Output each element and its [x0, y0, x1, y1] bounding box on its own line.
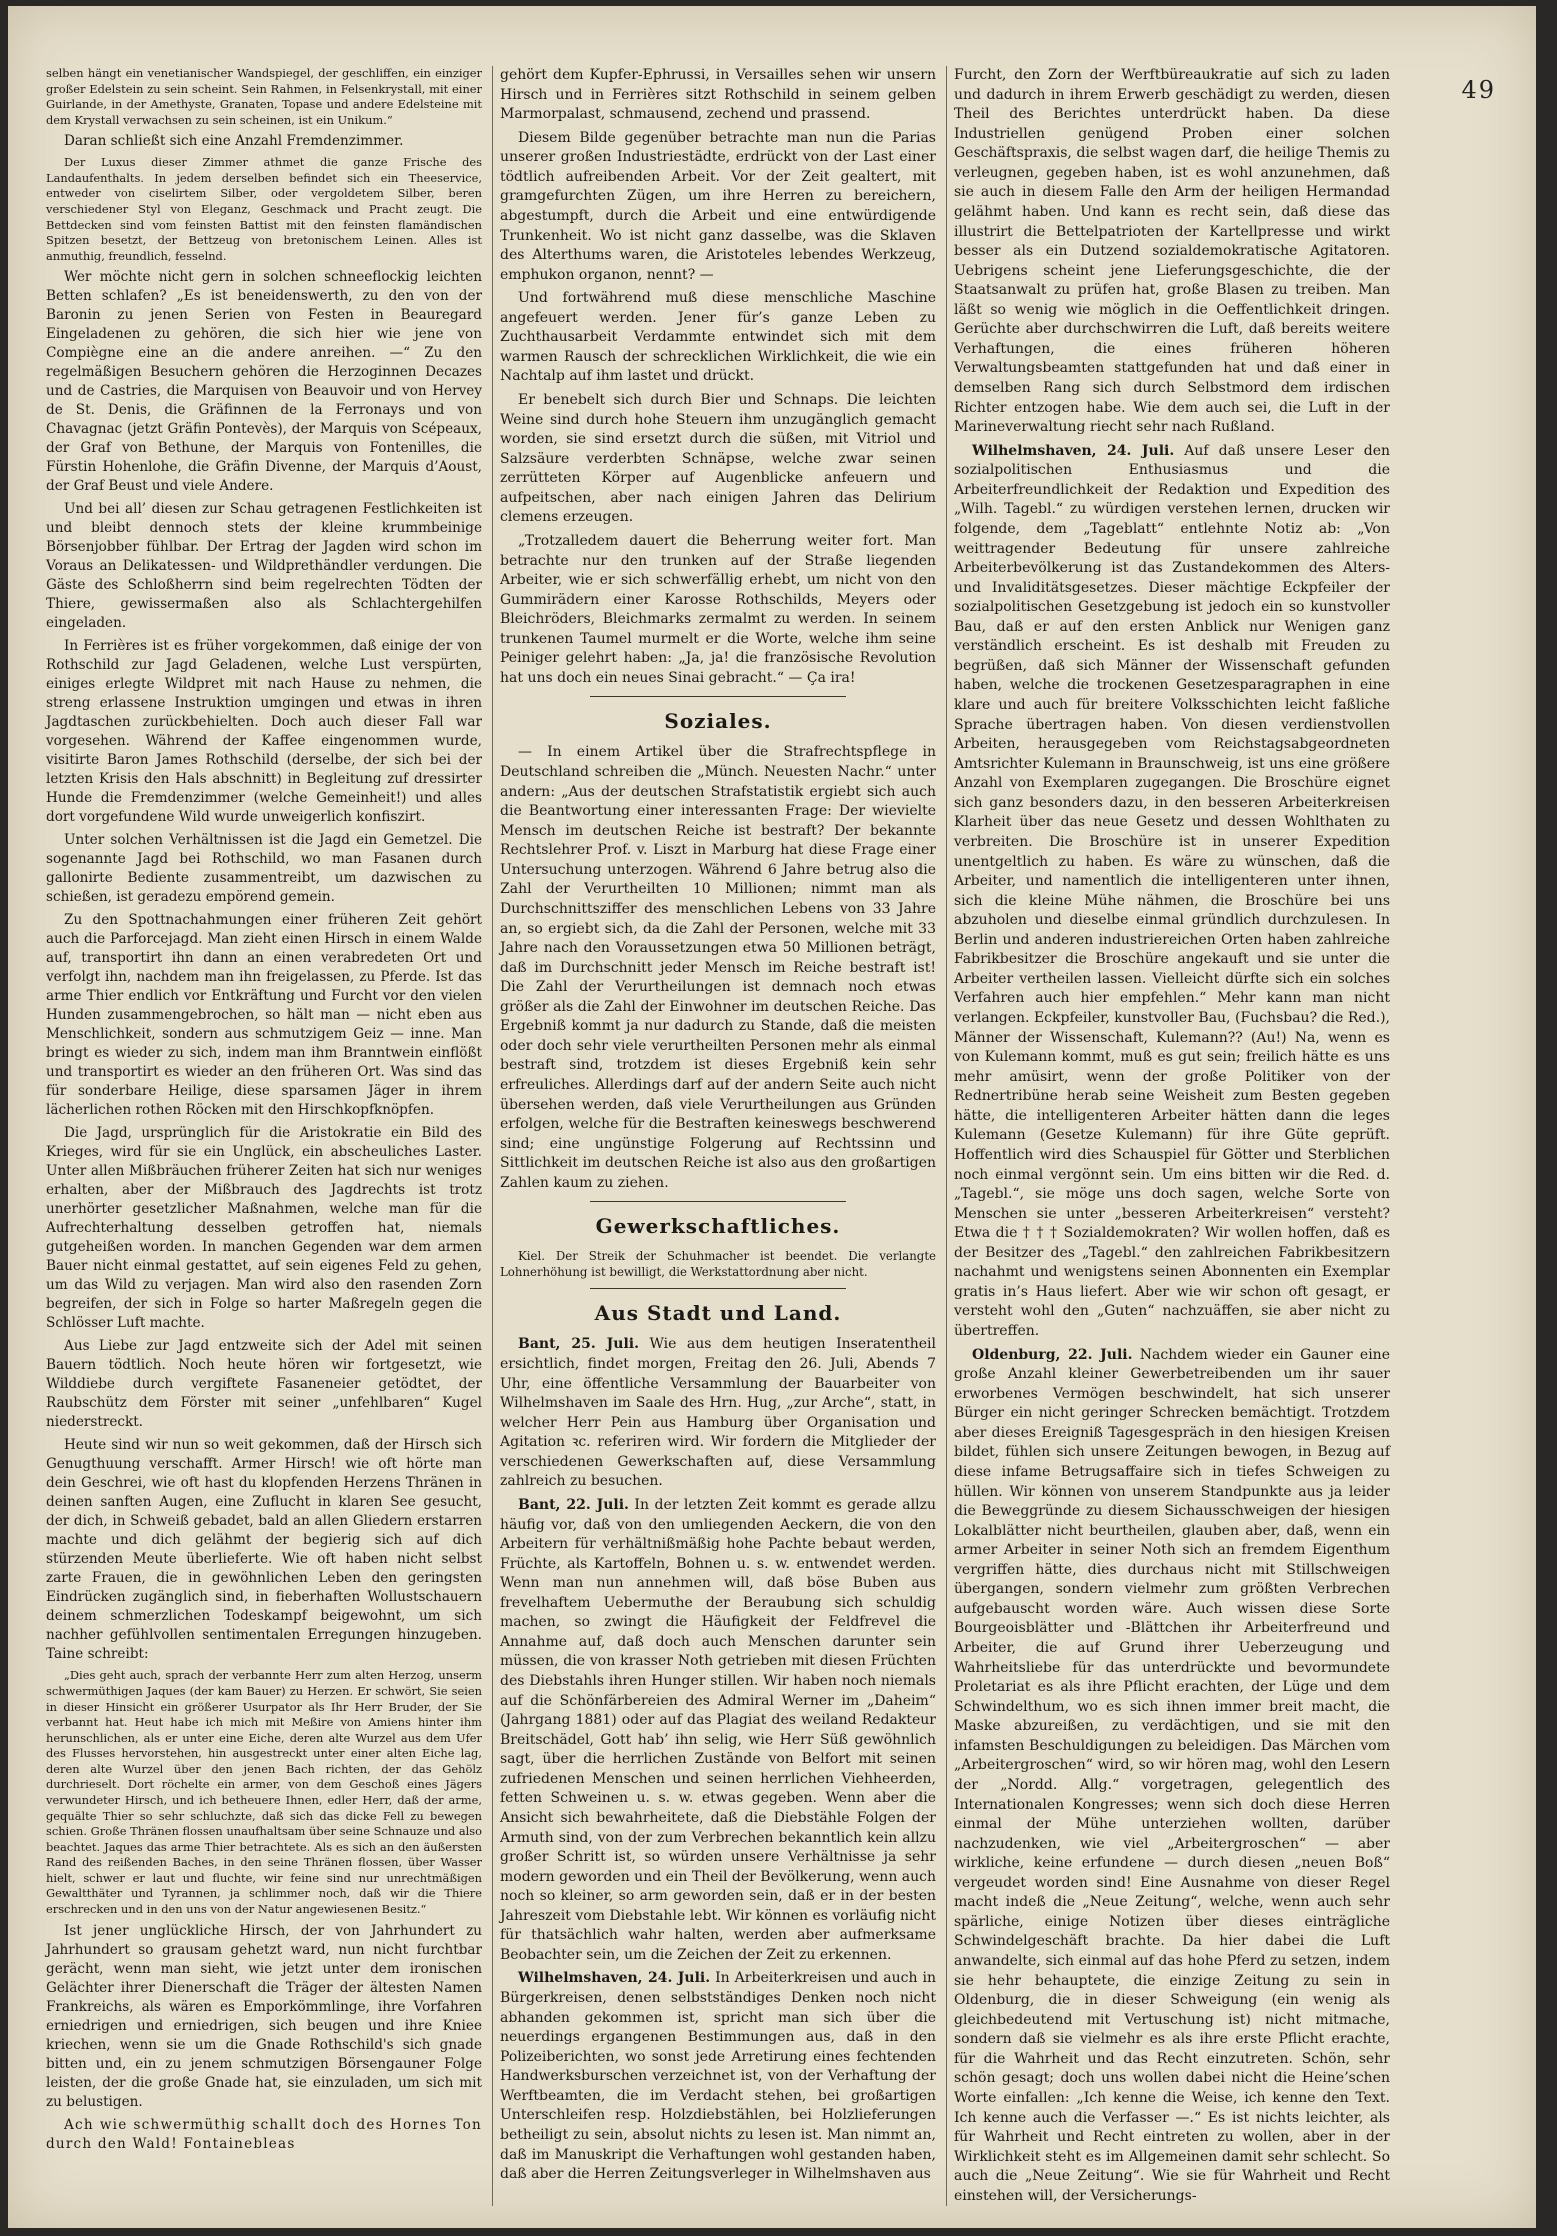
dateline: Bant, 25. Juli.	[518, 1336, 639, 1353]
column-right	[954, 66, 1390, 2210]
news-text: Auf daß unsere Leser den sozialpolitischen Enthusiasmus und die Arbeiterfreundlichkeit der Redaktion und Expedition des „Wilh. Tagebl.“ zu würdigen verstehen lernen, drucken wir folgende, dem „Tageblatt“ entlehnte Notiz ab: „Von weittragender Bedeutung für unsere zahlreiche Arbeiterbevölkerung ist das Zustandekommen des Alters- und Invaliditätsgesetzes. Dieser mächtige Eckpfeiler der sozialpolitischen Gesetzgebung ist jedoch ein so kunstvoller Bau, daß er auf den ersten Anblick nur Wenigen ganz verständlich erscheint. Es ist deshalb mit Freuden zu begrüßen, daß sich Männer der Wissenschaft gefunden haben, welche die trockenen Gesetzesparagraphen in eine klare und auch für breitere Volksschichten leicht faßliche Sprache übertragen haben. Von diesen verdienstvollen Arbeiten, herausgegeben vom Reichstagsabgeordneten Amtsrichter Kulemann in Braunschweig, ist uns eine größere Anzahl von Exemplaren zugegangen. Die Broschüre eignet sich ganz besonders dazu, in den besseren Arbeiterkreisen Klarheit über das neue Gesetz und dessen Wohlthaten zu verbreiten. Die Broschüre ist in unserer Expedition unentgeltlich zu haben. Es wäre zu wünschen, daß die Arbeiter, und namentlich die intelligenteren unter ihnen, sich die kleine Mühe nähmen, die Broschüre bei uns abzuholen und dieselbe einmal gründlich durchzulesen. In Berlin und anderen industriereichen Orten haben zahlreiche Fabrikbesitzer die Broschüre angekauft und sie unter die Arbeiter vertheilen lassen. Vielleicht dürfte sich ein solches Verfahren auch hier empfehlen.“ Mehr kann man nicht verlangen. Eckpfeiler, kunstvoller Bau, (Fuchsbau? die Red.), Männer der Wissenschaft, Kulemann?? (Au!) Na, wenn es von Kulemann kommt, muß es gut sein; freilich hätte es uns mehr amüsirt, wenn der große Politiker von der Rednertribüne herab seine Weisheit zum Besten gegeben hätte, die intelligenteren Arbeiter hätten dann die leges Kulemann (Gesetze Kulemann) für ihre Güte geprüft. Hoffentlich wird dies Schauspiel für Götter und Sterblichen noch einmal vergönnt sein. Um eins bitten wir die Red. d. „Tagebl.“, sie möge uns doch sagen, welche Sorte von Menschen sie unter „besseren Arbeiterkreisen“ versteht? Etwa die † † † Sozialdemokraten? Wir wollen hoffen, daß es der Besitzer des „Tagebl.“ den zahlreichen Fabrikbesitzern nachahmt und wenigstens seinen Abonnenten ein Exemplar gratis in’s Haus liefert. Aber wie wir schon oft gesagt, er versteht wohl den „Guten“ nachzuäffen, sie aber nicht zu übertreffen.	[954, 442, 1390, 1339]
quotation: „Dies geht auch, sprach der verbannte Herr zum alten Herzog, unserm schwermüthigen Jaques (der kam Bauer) zu Herzen. Er schwört, Sie seien in dieser Hinsicht ein größerer Usurpator als Ihr Herr Bruder, der Sie verbannt hat. Heut habe ich mich mit Meßire von Amiens hinter ihm herunschlichen, als er unter eine Eiche, deren alte Wurzel aus dem Ufer des Flusses hervorstehen, hin ausgestreckt unter einer alten Eiche lag, deren alte Wurzel über den jenen Bach richten, der das Gehölz durchrieselt. Dort röchelte ein armer, von dem Geschoß eines Jägers verwundeter Hirsch, und ich betheuere Ihnen, edler Herr, daß der arme, gequälte Thier so sehr schluchzte, daß sich das dicke Fell zu bewegen schien. Große Thränen flossen unaufhaltsam über seine Schnauze und also beachtet. Jaques das arme Thier betrachtete. Als es sich an den äußersten Rand des reißenden Baches, in den seine Thränen flossen, über Wasser hielt, schwer er laut und fluchte, wir feine sind nur unrechtmäßigen Gewaltthäter und Tyrannen, ja schlimmer noch, daß wir die Thiere erschrecken und in den uns von der Natur angewiesenen Besitz.“	[46, 1668, 482, 1917]
news-item	[500, 1969, 936, 2184]
paragraph: — In einem Artikel über die Strafrechtspflege in Deutschland schreiben die „Münch. Neuesten Nachr.“ unter andern: „Aus der deutschen Strafstatistik ergiebt sich auch die Beantwortung einer interessanten Frage: Der wievielte Mensch im deutschen Reiche ist bestraft? Der bekannte Rechtslehrer Prof. v. Liszt in Marburg hat diese Frage einer Untersuchung unterzogen. Während 6 Jahre betrug also die Zahl der Verurtheilten 10 Millionen; nimmt man als Durchschnittsziffer des menschlichen Lebens von 33 Jahre an, so ergiebt sich, da die Zahl der Personen, welche mit 33 Jahre nach den Voraussetzungen etwa 50 Millionen beträgt, daß im Durchschnitt jeder Mensch im Reiche bestraft ist! Die Zahl der Verurtheilungen ist demnach noch etwas größer als die Zahl der Einwohner im deutschen Reiche. Das Ergebniß kommt ja nur dadurch zu Stande, daß die meisten oder doch sehr viele verurtheilten Personen mehr als einmal bestraft sind, trotzdem ist dieses Ergebniß kein sehr erfreuliches. Allerdings darf auf der andern Seite auch nicht übersehen werden, daß viele Verurtheilungen aus Gründen erfolgen, welche für die Bestraften keineswegs beschwerend sind; eine ungünstige Folgerung auf Rechtssinn und Sittlichkeit im deutschen Reiche ist also aus den großartigen Zahlen kaum zu ziehen.	[500, 744, 936, 1191]
paragraph: In Ferrières ist es früher vorgekommen, daß einige der von Rothschild zur Jagd Geladenen, welche Lust verspürten, einiges erlegte Wildpret mit nach Hause zu nehmen, die streng erlassene Instruktion umgingen und etwas in ihren Jagdtaschen zurückbehielten. Doch auch dieser Fall war vorgesehen. Während der Kaffee eingenommen wurde, visitirte Baron James Rothschild (derselbe, der sich bei der letzten Krisis den Hals abschnitt) in Begleitung zuf dressirter Hunde die Fremdenzimmer (welche Gemeinheit!) und alles dort vorgefundene Wild wurde unweigerlich konfiszirt.	[46, 638, 482, 826]
section-heading-gewerkschaftliches: Gewerkschaftliches.	[595, 1214, 841, 1239]
news-text: In Arbeiterkreisen und auch in Bürgerkreisen, denen selbstständiges Denken noch nicht abhanden gekommen ist, spricht man sich über die neuerdings ergangenen Bestimmungen aus, daß in den Polizeiberichten, wo sonst jede Arretirung eines fechtenden Handwerksburschen verzeichnet ist, von der Verhaftung der Werftbeamten, die im Verdacht stehen, bei großartigen Unterschleifen resp. Holzdiebstählen, bei Holzlieferungen betheiligt zu sein, absolut nichts zu lesen ist. Man nimmt an, daß im Manuskript die Verhaftungen wohl gestanden haben, daß aber die Herren Zeitungsverleger in Wilhelmshaven aus	[500, 1970, 936, 2183]
page-number: 49	[1461, 76, 1496, 104]
dateline: Bant, 22. Juli.	[518, 1496, 629, 1513]
section-heading-soziales: Soziales.	[664, 709, 772, 734]
paragraph: Zu den Spottnachahmungen einer früheren Zeit gehört auch die Parforcejagd. Man zieht einen Hirsch in einem Walde auf, transportirt ihn dann an einen verabredeten Ort und verfolgt ihn, nachdem man ihn freigelassen, zu Pferde. Ist das arme Thier endlich vor Entkräftung und Furcht vor den vielen Hunden zusammengebrochen, so hält man — nicht eben aus Menschlichkeit, sondern aus schmutzigem Geiz — inne. Man bringt es wieder zu sich, indem man ihm Branntwein einflößt und transportirt es wieder an den früheren Ort. Was sind das für sonderbare Heilige, diese sparsamen Jäger in ihrem lächerlichen rothen Röcken mit den Hirschkopfknöpfen.	[46, 912, 482, 1119]
news-item	[954, 1346, 1390, 2207]
column-left	[46, 66, 482, 2158]
paragraph: selben hängt ein venetianischer Wandspiegel, der geschliffen, ein einziger großer Edelstein zu sein scheint. Sein Rahmen, in Felsenkrystall, mit einer Guirlande, in der Amethyste, Granaten, Topase und andere Edelsteine mit dem Krystall verwachsen zu sein scheinen, ist ein Unikum.“	[46, 66, 482, 127]
paragraph: Aus Liebe zur Jagd entzweite sich der Adel mit seinen Bauern tödtlich. Noch heute hören wir fortgesetzt, wie Wilddiebe durch vergiftete Fasaneneier getödtet, der Raubschütz dem Förster mit seiner „unfehlbaren“ Kugel niederstreckt.	[46, 1338, 482, 1431]
column-rule	[492, 66, 493, 2206]
section-heading-aus-stadt-und-land: Aus Stadt und Land.	[594, 1301, 842, 1326]
news-item	[500, 1496, 936, 1966]
paragraph: Und bei all’ diesen zur Schau getragenen Festlichkeiten ist und bleibt dennoch stets der kleine krummbeinige Börsenjobber fühlbar. Der Ertrag der Jagden wird schon im Voraus an Delikatessen- und Wildprethändler verdungen. Die Gäste des Schloßherrn sind beim regelrechten Tödten der Thiere, gewissermaßen also als Schlachtergehilfen eingeladen.	[46, 501, 482, 632]
news-text: In der letzten Zeit kommt es gerade allzu häufig vor, daß von den umliegenden Aeckern, die von den Arbeitern für verhältnißmäßig hohe Pachte bebaut werden, Früchte, als Kartoffeln, Bohnen u. s. w. entwendet werden. Wenn man nun annehmen will, daß böse Buben aus frevelhaftem Uebermuthe der Beraubung sich schuldig machen, so zwingt die Häufigkeit der Feldfrevel die Annahme auf, daß doch auch Menschen darunter sein müssen, die von krasser Noth getrieben mit diesen Früchten des Diebstahls ihren Hunger stillen. Wir haben noch niemals auf die Schönfärbereien des Admiral Werner im „Daheim“ (Jahrgang 1881) oder auf das Plagiat des weiland Redakteur Breitschädel, Gott hab’ ihn selig, wie Herr Süß gewöhnlich sagt, über die herrlichen Zustände von Belfort mit seinen zufriedenen Menschen und seinen herrlichen Viehheerden, fetten Schweinen u. s. w. etwas gegeben. Wenn aber die Ansicht sich bewahrheitete, daß die Diebstähle Folgen der Armuth sind, von der zum Verbrechen bekanntlich kein allzu großer Schritt ist, so würden unsere Verhältnisse ja sehr modern geworden und ein Theil der Bevölkerung, wenn auch noch so kleiner, so arm geworden sein, daß er in der besten Jahreszeit vom Diebstahle lebt. Wir können es vorläufig nicht für thatsächlich wahr halten, werden aber aufmerksame Beobachter sein, um die Zeichen der Zeit zu erkennen.	[500, 1496, 937, 1963]
paragraph: gehört dem Kupfer-Ephrussi, in Versailles sehen wir unsern Hirsch und in Ferrières sitzt Rothschild in seinem gelben Marmorpalast, schmausend, zechend und prassend.	[500, 67, 936, 123]
paragraph: Kiel. Der Streik der Schuhmacher ist beendet. Die verlangte Lohnerhöhung ist bewilligt, die Werkstattordnung aber nicht.	[500, 1249, 936, 1280]
dateline: Wilhelmshaven, 24. Juli.	[972, 442, 1175, 459]
news-text: Wie aus dem heutigen Inseratentheil ersichtlich, findet morgen, Freitag den 26. Juli, Abends 7 Uhr, eine öffentliche Versammlung der Bauarbeiter von Wilhelmshaven im Saale des Hrn. Hug, „zur Arche“, statt, in welcher Herr Pein aus Hamburg über Organisation und Agitation ꝛc. referiren wird. Wir fordern die Mitglieder der verschiedenen Gewerkschaften auf, diese Versammlung zahlreich zu besuchen.	[500, 1336, 937, 1490]
column-middle	[500, 66, 936, 2189]
section-divider	[590, 1288, 846, 1289]
paragraph: Furcht, den Zorn der Werftbüreaukratie auf sich zu laden und dadurch in ihrem Erwerb geschädigt zu werden, diesen Theil des Berichtes unterdrückt haben. Da diese Industriellen genügend Proben einer solchen Geschäftspraxis, die selbst wagen darf, die heilige Themis zu verleugnen, gegeben haben, ist es wohl anzunehmen, daß sie auch in diesem Falle den Arm der heiligen Hermandad gelähmt haben. Und kann es recht sein, daß diese das illustrirt die Bettelpatrioten der Kartellpresse und wirkt besser als ein Dutzend sozialdemokratische Agitatoren. Uebrigens scheint jene Lieferungsgeschichte, die der Staatsanwalt zu prüfen hat, große Blasen zu treiben. Man läßt so wenig wie möglich in die Oeffentlichkeit dringen. Gerüchte aber durchschwirren die Luft, daß bereits weitere Verhaftungen, die eines früheren höheren Verwaltungsbeamten stattgefunden hat und daß einer in demselben Rang sich durch Selbstmord dem irdischen Richter entzogen habe. Wie dem auch sei, die Luft in der Marineverwaltung riecht sehr nach Rußland.	[954, 67, 1390, 436]
paragraph: Die Jagd, ursprünglich für die Aristokratie ein Bild des Krieges, wird für sie ein Unglück, ein abscheuliches Laster. Unter allen Mißbräuchen früherer Zeiten hat sich nur weniges erhalten, aber der Mißbrauch des Jagdrechts ist trotz unerhörter gesetzlicher Maßnahmen, welche man für die Aufrechterhaltung desselben getroffen hat, niemals gutgeheißen worden. In manchen Gegenden war dem armen Bauer nicht einmal gestattet, auf sein eigenes Feld zu gehen, um das Wild zu verjagen. Man wird also den rasenden Zorn begreifen, der sich in Folge so harter Maßregeln gegen die Schlösser Luft machte.	[46, 1125, 482, 1332]
section-divider	[590, 696, 846, 697]
paragraph: Und fortwährend muß diese menschliche Maschine angefeuert werden. Jener für’s ganze Leben zu Zuchthausarbeit Verdammte entwindet sich mit dem warmen Rausch der schrecklichen Wirklichkeit, die wie ein Nachtalp auf ihm lastet und drückt.	[500, 290, 936, 385]
paragraph: Er benebelt sich durch Bier und Schnaps. Die leichten Weine sind durch hohe Steuern ihm unzugänglich gemacht worden, sie sind ersetzt durch die süßen, mit Vitriol und Salzsäure verderbten Schnäpse, welche zwar seinen zerrütteten Körper auf Augenblicke anfeuern und aufpeitschen, aber nach einigen Jahren das Delirium clemens erzeugen.	[500, 392, 936, 526]
paragraph: Ist jener unglückliche Hirsch, der von Jahrhundert zu Jahrhundert so grausam gehetzt ward, nun nicht furchtbar gerächt, wenn man sieht, wie jetzt unter dem ironischen Gelächter ihrer Dienerschaft die Träger der ältesten Namen Frankreichs, als wären es Emporkömmlinge, ihre Vorfahren erniedrigen und erniedrigen, sich beugen und ihre Kniee kriechen, wenn sie um die Gnade Rothschild's sich gnade bitten und, ein zu jenem schmutzigen Börsengauner Folge leisten, der die große Gnade hat, sie einzuladen, um sich mit zu belustigen.	[46, 1922, 482, 2110]
dateline: Oldenburg, 22. Juli.	[972, 1346, 1133, 1363]
section-divider	[590, 1201, 846, 1202]
newspaper-page	[8, 6, 1536, 2228]
news-item	[500, 1335, 936, 1492]
paragraph: Diesem Bilde gegenüber betrachte man nun die Parias unserer großen Industriestädte, erdrückt von der Last einer tödtlich aufreibenden Arbeit. Vor der Zeit gealtert, mit gramgefurchten Zügen, um ihre Herren zu bereichern, abgestumpft, durch die Arbeit und eine entwürdigende Trunkenheit. Wo ist nicht ganz dasselbe, was die Sklaven des Alterthums waren, die Aristoteles lebendes Werkzeug, emphukon organon, nennt? —	[500, 129, 936, 283]
paragraph: Der Luxus dieser Zimmer athmet die ganze Frische des Landaufenthalts. In jedem derselben befindet sich ein Theeservice, entweder von ciselirtem Silber, oder vergoldetem Silber, beren verschiedener Styl von Eleganz, Geschmack und Pracht zeugt. Die Bettdecken sind vom feinsten Battist mit den feinsten flamändischen Spitzen besetzt, der Bettzeug von bretonischem Leinen. Alles ist anmuthig, freundlich, fesselnd.	[46, 155, 482, 263]
paragraph: Ach wie schwermüthig schallt doch des Hornes Ton durch den Wald! Fontainebleas	[46, 2116, 482, 2152]
paragraph: Daran schließt sich eine Anzahl Fremdenzimmer.	[64, 133, 404, 150]
column-rule	[946, 66, 947, 2206]
paragraph: „Trotzalledem dauert die Beherrung weiter fort. Man betrachte nur den trunken auf der Straße liegenden Arbeiter, wie er sich schwerfällig erhebt, um nicht von den Gummirädern einer Karosse Rothschilds, Meyers oder Bleichröders, Bleichmarks zermalmt zu werden. In seinem trunkenen Taumel murmelt er die Worte, welche ihm seine Peiniger gelehrt haben: „Ja, ja! die französische Revolution hat uns doch ein neues Sinai gebracht.“ — Ça ira!	[500, 532, 936, 686]
paragraph: Unter solchen Verhältnissen ist die Jagd ein Gemetzel. Die sogenannte Jagd bei Rothschild, wo man Fasanen durch gallonirte Bediente zusammentreibt, um dazwischen zu schießen, ist geradezu empörend gemein.	[46, 832, 482, 906]
news-text: Nachdem wieder ein Gauner eine große Anzahl kleiner Gewerbetreibenden um ihr sauer erworbenes Vermögen beschwindelt, hat sich unserer Bürger ein nicht geringer Schrecken bemächtigt. Trotzdem aber dieses Ereigniß Tagesgespräch in den hiesigen Kreisen bildet, fühlen sich unsere Zeitungen bewogen, in Bezug auf diese infame Betrugsaffaire sich in tiefes Schweigen zu hüllen. Wir können von unserem Standpunkte aus ja leider die Beweggründe zu diesem Sichausschweigen der hiesigen Lokalblätter nicht beurtheilen, glauben aber, daß, wenn ein armer Arbeiter in seiner Noth sich an fremdem Eigenthum vergriffen hätte, dies durchaus nicht mit Stillschweigen übergangen, sondern vielmehr zum größten Verbrechen aufgebauscht worden wäre. Auch wissen diese Sorte Bourgeoisblätter und -Blättchen ihr Arbeiterfreund und Arbeiter, die auf Grund ihrer Ueberzeugung und Wahrheitsliebe für das unterdrückte und bevormundete Proletariat es als ihre Pflicht erachten, der Lüge und dem Schwindelthum, wo es sich ihnen immer breit macht, die Maske abzureißen, zu verdächtigen, und sie mit den infamsten Beschuldigungen zu beleidigen. Das Märchen vom „Arbeitergroschen“ wird, so wir hören mag, wohl den Lesern der „Nordd. Allg.“ vorgetragen, gelegentlich des Internationalen Kongresses; wenn sich doch diese Herren einmal der Mühe unterziehen wollten, darüber nachzudenken, wie viel „Arbeitergroschen“ — aber wirkliche, keine erfundene — durch diesen „neuen Boß“ vergeudet worden sind! Eine Ausnahme von dieser Regel macht indeß die „Neue Zeitung“, welche, wenn auch sehr spärliche, einige Notizen über dieses einträgliche Schwindelgeschäft brachte. Da hier dabei die Luft anwandelte, sich einmal auf das hohe Pferd zu setzen, indem sie hehr behauptete, die einzige Zeitung zu sein in Oldenburg, die in dieser Schweigung (ein wenig als gleichbedeutend mit Vertuschung ist) nicht mitmache, sondern daß sie vielmehr es als ihre erste Pflicht erachte, für die Wahrheit und das Recht einzutreten. Schön, sehr schön gesagt; doch uns wollen dabei nicht die Heine’schen Worte einfallen: „Ich kenne die Weise, ich kenne den Text. Ich kenne auch die Verfasser —.“ Es ist nichts leichter, als für Wahrheit und Recht eintreten zu wollen, aber in der Wirklichkeit steht es im Allgemeinen damit sehr schlecht. So auch die „Neue Zeitung“. Wie sie für Wahrheit und Recht einstehen will, der Versicherungs-	[954, 1346, 1390, 2204]
dateline: Wilhelmshaven, 24. Juli.	[518, 1970, 711, 1987]
paragraph: Wer möchte nicht gern in solchen schneeflockig leichten Betten schlafen? „Es ist beneidenswerth, zu den von der Baronin zu jenen Serien von Festen in Beauregard Eingeladenen zu gehören, die sich hier wie jene von Compiègne eine an die andere anreihen. —“ Zu den regelmäßigen Besuchern gehören die Herzoginnen Decazes und de Castries, die Marquisen von Beauvoir und von Hervey de St. Denis, die Gräfinnen de la Ferronays und von Chavagnac (jetzt Gräfin Pontevès), der Marquis von Scépeaux, der Graf von Bethune, der Marquis von Fontenilles, die Fürstin Hohenlohe, die Gräfin Divenne, der Marquis d’Aoust, der Graf Beust und viele Andere.	[46, 269, 482, 495]
news-item	[954, 442, 1390, 1342]
paragraph: Heute sind wir nun so weit gekommen, daß der Hirsch sich Genugthuung verschafft. Armer Hirsch! wie oft hörte man dein Geschrei, wie oft hast du klopfenden Herzens Thränen in deinen sanften Augen, eine Zuflucht in klaren See gesucht, der dich, in Schweiß gebadet, bald an allen Gliedern erstarren machte und dich gelähmt der begierig sich auf dich stürzenden Meute überlieferte. Wie oft haben nicht selbst zarte Frauen, die in gewöhnlichen Leben den geringsten Eindrücken zugänglich sind, in fieberhaften Wollustschauern deinem schmerzlichen Todeskampf beigewohnt, um sich nachher gefühlvollen sentimentalen Erregungen hinzugeben. Taine schreibt:	[46, 1437, 482, 1663]
